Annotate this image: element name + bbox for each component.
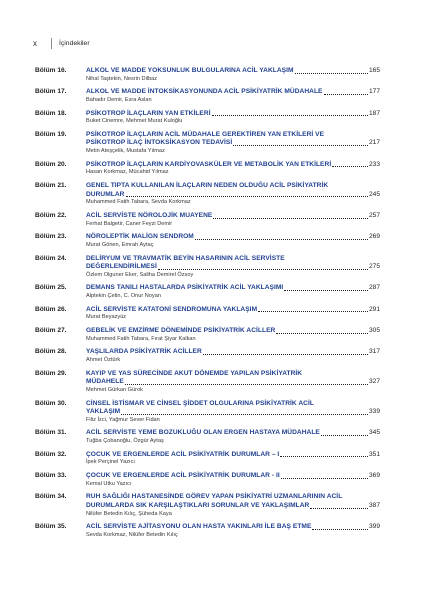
- chapter-authors: Muhammed Fatih Tabara, Sevda Korkmaz: [86, 199, 191, 206]
- chapter-title[interactable]: ÇOCUK VE ERGENLERDE ACİL PSİKİYATRİK DURUMLAR - II: [86, 472, 280, 480]
- page-number-ref[interactable]: 165: [368, 67, 380, 74]
- chapter-title[interactable]: PSİKOTROP İLAÇLARIN YAN ETKİLERİ: [86, 109, 211, 117]
- chapter-authors: Nilüfer Betedin Kılıç, Şüheda Kaya: [86, 510, 172, 517]
- page-number-ref[interactable]: 287: [368, 284, 380, 292]
- chapter-title-line: [86, 263, 380, 272]
- page-number-ref[interactable]: 351: [368, 450, 380, 458]
- dot-leader: [321, 435, 368, 436]
- entry-body: [86, 212, 380, 228]
- dot-leader: [324, 94, 368, 95]
- chapter-title[interactable]: DEMANS TANILI HASTALARDA PSİKİYATRİK ACİL YAKLAŞIMI: [86, 284, 284, 292]
- dot-leader: [295, 73, 368, 74]
- chapter-label: Bölüm 22.: [35, 211, 67, 219]
- chapter-title-line: [86, 408, 380, 417]
- page-number-ref[interactable]: 339: [368, 408, 380, 416]
- entry-body: [86, 255, 380, 280]
- chapter-label: Bölüm 30.: [35, 399, 67, 407]
- chapter-title[interactable]: CİNSEL İSTİSMAR VE CİNSEL ŞİDDET OLGULARINA PSİKİYATRİK ACİL: [86, 399, 314, 407]
- chapter-authors: Hasan Korkmaz, Mücahid Yılmaz: [86, 169, 169, 176]
- page-number-ref[interactable]: 291: [368, 305, 380, 313]
- chapter-title[interactable]: ÇOCUK VE ERGENLERDE ACİL PSİKİYATRİK DURUMLAR – I: [86, 450, 280, 458]
- page-number-ref[interactable]: 233: [368, 160, 380, 168]
- entry-body: [86, 348, 380, 364]
- chapter-authors: Kemal Utku Yazıcı: [86, 480, 132, 487]
- chapter-authors: Metin Ateşçelik, Mustafa Yılmaz: [86, 148, 165, 155]
- chapter-label: Bölüm 32.: [35, 450, 67, 458]
- entry-body: [86, 233, 380, 249]
- chapter-title-line: [86, 306, 380, 315]
- chapter-authors: Alptekin Çetin, C. Onur Noyan: [86, 293, 161, 300]
- chapter-title[interactable]: ALKOL VE MADDE YOKSUNLUK BULGULARINA ACİL YAKLAŞIM: [86, 67, 294, 74]
- chapter-label: Bölüm 27.: [35, 327, 67, 335]
- page-number-ref[interactable]: 177: [368, 88, 380, 96]
- toc-entry[interactable]: [35, 429, 380, 445]
- chapter-title[interactable]: PSİKOTROP İLAÇLARIN KARDİYOVASKÜLER VE METABOLİK YAN ETKİLERİ: [86, 160, 332, 168]
- toc-entry[interactable]: [35, 400, 380, 425]
- chapter-title-line: [86, 182, 380, 191]
- running-title: İçindekiler: [59, 39, 90, 47]
- chapter-title-line: [86, 327, 380, 336]
- page-number-ref[interactable]: 327: [368, 378, 380, 386]
- chapter-title-line: [86, 502, 380, 511]
- chapter-title[interactable]: PSİKOTROP İLAÇ İNTOKSİKASYON TEDAVİSİ: [86, 139, 233, 147]
- dot-leader: [203, 354, 368, 355]
- chapter-label: Bölüm 29.: [35, 369, 67, 377]
- page-number-ref[interactable]: 187: [368, 109, 380, 117]
- chapter-title-line: [86, 191, 380, 200]
- entry-body: [86, 284, 380, 300]
- chapter-title[interactable]: ALKOL VE MADDE İNTOKSİKASYONUNDA ACİL PSİKİYATRİK MÜDAHALE: [86, 88, 323, 96]
- entry-body: [86, 306, 380, 322]
- chapter-title-line: [86, 523, 380, 532]
- entry-body: [86, 429, 380, 445]
- chapter-authors: Filiz İzci, Yağmur Sever Fidan: [86, 416, 160, 423]
- chapter-title-line: [86, 472, 380, 481]
- chapter-authors: Muhammed Fatih Tabara, Fırat Şiyar Kalkan: [86, 335, 196, 342]
- page-number-ref[interactable]: 399: [368, 523, 380, 531]
- toc-entry[interactable]: [35, 472, 380, 488]
- chapter-label: Bölüm 23.: [35, 233, 67, 241]
- dot-leader: [276, 333, 368, 334]
- toc-entry[interactable]: [35, 233, 380, 249]
- entry-body: [86, 131, 380, 156]
- chapter-authors: Tuğba Çobanoğlu, Özgür Aytaş: [86, 438, 164, 445]
- chapter-title[interactable]: DEĞERLENDİRİLMESİ: [86, 263, 157, 271]
- dot-leader: [195, 239, 368, 240]
- page-number-ref[interactable]: 305: [368, 327, 380, 335]
- chapter-title-line: [86, 212, 380, 221]
- toc-entry[interactable]: [35, 523, 380, 539]
- chapter-title-line: [86, 493, 380, 502]
- chapter-title[interactable]: GENEL TIPTA KULLANILAN İLAÇLARIN NEDEN OLDUĞU ACİL PSİKİYATRİK: [86, 182, 329, 190]
- chapter-title[interactable]: ACİL SERVİSTE AJİTASYONU OLAN HASTA YAKINLARI İLE BAŞ ETME: [86, 523, 312, 531]
- chapter-authors: İpek Perçinel Yazıcı: [86, 459, 135, 466]
- entry-body: [86, 182, 380, 207]
- chapter-label: Bölüm 24.: [35, 254, 67, 262]
- dot-leader: [125, 384, 368, 385]
- entry-body: [86, 110, 380, 126]
- dot-leader: [158, 269, 368, 270]
- toc-entry[interactable]: [35, 161, 380, 177]
- dot-leader: [213, 218, 368, 219]
- dot-leader: [258, 311, 368, 312]
- toc-entry[interactable]: [35, 306, 380, 322]
- toc-entry[interactable]: [35, 348, 380, 364]
- chapter-label: Bölüm 18.: [35, 109, 67, 117]
- chapter-title-line: [86, 284, 380, 293]
- page-number-ref[interactable]: 369: [368, 472, 380, 480]
- chapter-title-line: [86, 378, 380, 387]
- chapter-title-line: [86, 161, 380, 170]
- chapter-title[interactable]: DURUMLARDA SIK KARŞILAŞTIKLARI SORUNLAR VE YAKLAŞIMLAR: [86, 501, 310, 509]
- dot-leader: [312, 529, 368, 530]
- entry-body: [86, 327, 380, 343]
- page-number-ref[interactable]: 345: [368, 429, 380, 437]
- chapter-label: Bölüm 34.: [35, 493, 67, 501]
- entry-body: [86, 472, 380, 488]
- entry-body: [86, 370, 380, 395]
- chapter-authors: Özlem Olguner Eker, Saliha Demirel Özsoy: [86, 271, 194, 278]
- chapter-label: Bölüm 35.: [35, 523, 67, 531]
- chapter-title[interactable]: PSİKOTROP İLAÇLARIN ACİL MÜDAHALE GEREKTİREN YAN ETKİLERİ VE: [86, 130, 325, 138]
- page-number-ref[interactable]: 275: [368, 263, 380, 271]
- toc-entry[interactable]: [35, 327, 380, 343]
- dot-leader: [233, 145, 368, 146]
- chapter-title-line: [86, 67, 380, 76]
- dot-leader: [281, 478, 368, 479]
- entry-body: [86, 451, 380, 467]
- dot-leader: [212, 115, 368, 116]
- chapter-authors: Bahadır Demir, Esra Aslan: [86, 96, 152, 103]
- toc-entry[interactable]: [35, 370, 380, 395]
- toc-entry[interactable]: [35, 451, 380, 467]
- page-number: x: [33, 38, 37, 48]
- chapter-authors: Sevda Korkmaz, Nilüfer Betedin Kılıç: [86, 531, 178, 538]
- toc-entry[interactable]: [35, 88, 380, 104]
- chapter-authors: Murat Gönen, Emrah Aytaç: [86, 241, 154, 248]
- entry-body: [86, 88, 380, 104]
- page-number-ref[interactable]: 217: [368, 139, 380, 147]
- chapter-title[interactable]: RUH SAĞLIĞI HASTANESİNDE GÖREV YAPAN PSİKİYATRİ UZMANLARININ ACİL: [86, 493, 343, 501]
- chapter-title[interactable]: YAŞLILARDA PSİKİYATRİK ACİLLER: [86, 348, 202, 356]
- entry-body: [86, 493, 380, 518]
- dot-leader: [284, 290, 368, 291]
- chapter-authors: Ferhat Balgetir, Caner Feyzi Demir: [86, 220, 173, 227]
- entry-body: [86, 161, 380, 177]
- chapter-title-line: [86, 88, 380, 97]
- chapter-authors: Nihal Taştekin, Nesrin Dilbaz: [86, 75, 158, 82]
- chapter-title[interactable]: ACİL SERVİSTE KATATONİ SENDROMUNA YAKLAŞIM: [86, 305, 258, 313]
- chapter-label: Bölüm 28.: [35, 348, 67, 356]
- entry-body: [86, 67, 380, 83]
- chapter-label: Bölüm 31.: [35, 429, 67, 437]
- chapter-title[interactable]: YAKLAŞIM: [86, 408, 121, 416]
- chapter-title[interactable]: DURUMLAR: [86, 190, 125, 198]
- chapter-authors: Murat Beyazyüz: [86, 314, 127, 321]
- table-of-contents: [35, 67, 380, 545]
- chapter-title[interactable]: ACİL SERVİSTE YEME BOZUKLUĞU OLAN ERGEN HASTAYA MÜDAHALE: [86, 429, 320, 437]
- chapter-authors: Ahmet Öztürk: [86, 356, 121, 363]
- dot-leader: [310, 508, 368, 509]
- page-number-ref[interactable]: 257: [368, 211, 380, 219]
- chapter-title[interactable]: KAYIP VE YAS SÜRECİNDE AKUT DÖNEMDE YAPILAN PSİKİYATRİK: [86, 369, 303, 377]
- chapter-title-line: [86, 110, 380, 119]
- toc-entry[interactable]: [35, 284, 380, 300]
- chapter-title-line: [86, 400, 380, 409]
- toc-entry[interactable]: [35, 493, 380, 518]
- chapter-title[interactable]: NÖROLEPTİK MALİGN SENDROM: [86, 233, 194, 241]
- page-number-ref[interactable]: 269: [368, 233, 380, 241]
- chapter-title-line: [86, 370, 380, 379]
- chapter-title[interactable]: GEBELİK VE EMZİRME DÖNEMİNDE PSİKİYATRİK ACİLLER: [86, 327, 276, 335]
- chapter-title-line: [86, 429, 380, 438]
- chapter-label: Bölüm 19.: [35, 130, 67, 138]
- dot-leader: [332, 166, 368, 167]
- page-number-ref[interactable]: 387: [368, 501, 380, 509]
- chapter-label: Bölüm 33.: [35, 472, 67, 480]
- chapter-title-line: [86, 348, 380, 357]
- toc-entry[interactable]: [35, 67, 380, 83]
- dot-leader: [121, 414, 368, 415]
- page-number-ref[interactable]: 245: [368, 190, 380, 198]
- dot-leader: [126, 196, 368, 197]
- page-number-ref[interactable]: 317: [368, 348, 380, 356]
- page-header: [33, 37, 90, 49]
- chapter-title[interactable]: MÜDAHELE: [86, 378, 124, 386]
- entry-body: [86, 400, 380, 425]
- toc-entry[interactable]: [35, 255, 380, 280]
- entry-body: [86, 523, 380, 539]
- toc-entry[interactable]: [35, 212, 380, 228]
- chapter-title[interactable]: DELİRYUM VE TRAVMATİK BEYİN HASARININ ACİL SERVİSTE: [86, 254, 285, 262]
- toc-entry[interactable]: [35, 131, 380, 156]
- toc-entry[interactable]: [35, 182, 380, 207]
- chapter-label: Bölüm 20.: [35, 160, 67, 168]
- dot-leader: [280, 456, 368, 457]
- chapter-title-line: [86, 139, 380, 148]
- header-divider: [51, 38, 52, 49]
- chapter-title-line: [86, 255, 380, 264]
- toc-entry[interactable]: [35, 110, 380, 126]
- chapter-label: Bölüm 26.: [35, 305, 67, 313]
- chapter-title-line: [86, 233, 380, 242]
- chapter-authors: Mehmet Gürkan Gürok: [86, 386, 143, 393]
- chapter-title[interactable]: ACİL SERVİSTE NÖROLOJİK MUAYENE: [86, 211, 213, 219]
- chapter-label: Bölüm 25.: [35, 284, 67, 292]
- chapter-label: Bölüm 16.: [35, 67, 67, 74]
- chapter-authors: Buket Cinemre, Mehmet Murat Kuloğlu: [86, 118, 183, 125]
- chapter-label: Bölüm 21.: [35, 182, 67, 190]
- chapter-label: Bölüm 17.: [35, 88, 67, 96]
